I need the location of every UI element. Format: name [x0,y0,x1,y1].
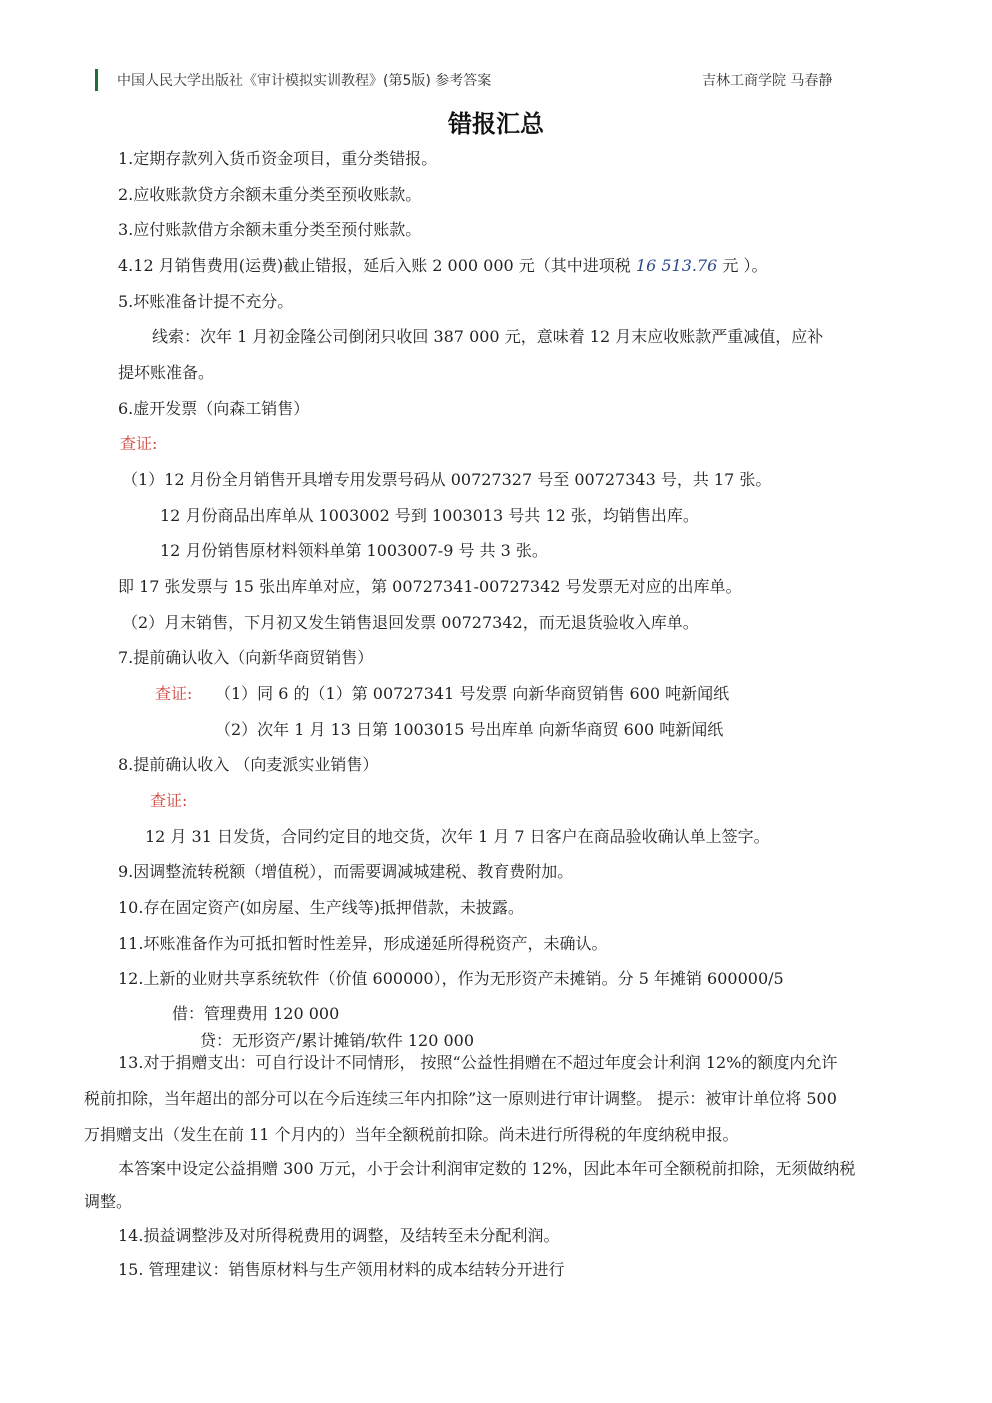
header-right-text: 吉林工商学院 马春静 [702,73,833,89]
item-8-check: 查证: [150,791,188,810]
item-12-debit: 借：管理费用 120 000 [172,1004,340,1023]
item-13-line-3: 万捐赠支出（发生在前 11 个月内的）当年全额税前扣除。尚未进行所得税的年度纳税申报。 [84,1125,739,1144]
item-12: 12.上新的业财共享系统软件（价值 600000），作为无形资产未摊销。分 5 年摊销 600000/5 [118,969,784,988]
item-6-check: 查证: [120,434,158,453]
item-4-tax: 16 513.76 [635,256,718,275]
item-8: 8.提前确认收入 （向麦派实业销售） [118,755,379,774]
item-13-line-1: 13.对于捐赠支出：可自行设计不同情形， 按照“公益性捐赠在不超过年度会计利润 12%的额度内允许 [118,1053,838,1072]
item-14: 14.损益调整涉及对所得税费用的调整，及结转至未分配利润。 [118,1226,560,1245]
item-8-line-1: 12 月 31 日发货，合同约定目的地交货，次年 1 月 7 日客户在商品验收确认单上签字。 [145,827,770,846]
item-5-clue-2: 提坏账准备。 [118,363,215,382]
item-13-line-4: 本答案中设定公益捐赠 300 万元，小于会计利润审定数的 12%，因此本年可全额税前扣除，无须做纳税 [118,1159,856,1178]
item-13-line-5: 调整。 [84,1192,133,1211]
item-1: 1.定期存款列入货币资金项目，重分类错报。 [118,149,438,168]
page-header [95,66,875,94]
item-7-check: 查证: [155,684,193,703]
item-7-line-2: （2）次年 1 月 13 日第 1003015 号出库单 向新华商贸 600 吨新闻纸 [215,720,724,739]
item-9: 9.因调整流转税额（增值税），而需要调减城建税、教育费附加。 [118,862,574,881]
item-11: 11.坏账准备作为可抵扣暂时性差异，形成递延所得税资产，未确认。 [118,934,608,953]
item-4-text-a: 4.12 月销售费用(运费)截止错报，延后入账 2 000 000 元（其中进项税 [118,256,636,275]
item-6-line-5: （2）月末销售，下月初又发生销售退回发票 00727342，而无退货验收入库单。 [122,613,699,632]
item-6: 6.虚开发票（向森工销售） [118,399,310,418]
item-5-clue-1: 线索：次年 1 月初金隆公司倒闭只收回 387 000 元，意味着 12 月末应收账款严重减值，应补 [152,327,824,346]
item-3: 3.应付账款借方余额未重分类至预付账款。 [118,220,422,239]
item-6-line-3: 12 月份销售原材料领料单第 1003007-9 号 共 3 张。 [160,541,548,560]
item-7: 7.提前确认收入（向新华商贸销售） [118,648,374,667]
page-title: 错报汇总 [448,110,544,138]
header-bar [95,69,98,91]
item-4-text-b: 元 ）。 [717,256,768,275]
header-left-text: 中国人民大学出版社《审计模拟实训教程》(第5版) 参考答案 [117,73,492,89]
item-15: 15. 管理建议：销售原材料与生产领用材料的成本结转分开进行 [118,1260,565,1279]
item-6-line-4: 即 17 张发票与 15 张出库单对应，第 00727341-00727342 号发票无对应的出库单。 [118,577,742,596]
item-5: 5.坏账准备计提不充分。 [118,292,294,311]
item-6-line-1: （1）12 月份全月销售开具增专用发票号码从 00727327 号至 00727343 号，共 17 张。 [122,470,772,489]
item-12-credit: 贷：无形资产/累计摊销/软件 120 000 [200,1031,475,1050]
item-7-line-1: （1）同 6 的（1）第 00727341 号发票 向新华商贸销售 600 吨新闻纸 [215,684,730,703]
item-13-line-2: 税前扣除，当年超出的部分可以在今后连续三年内扣除”这一原则进行审计调整。 提示：被审计单位将 500 [84,1089,837,1108]
item-4 [118,255,768,277]
item-2: 2.应收账款贷方余额未重分类至预收账款。 [118,185,422,204]
item-6-line-2: 12 月份商品出库单从 1003002 号到 1003013 号共 12 张，均销售出库。 [160,506,699,525]
item-10: 10.存在固定资产(如房屋、生产线等)抵押借款，未披露。 [118,898,524,917]
